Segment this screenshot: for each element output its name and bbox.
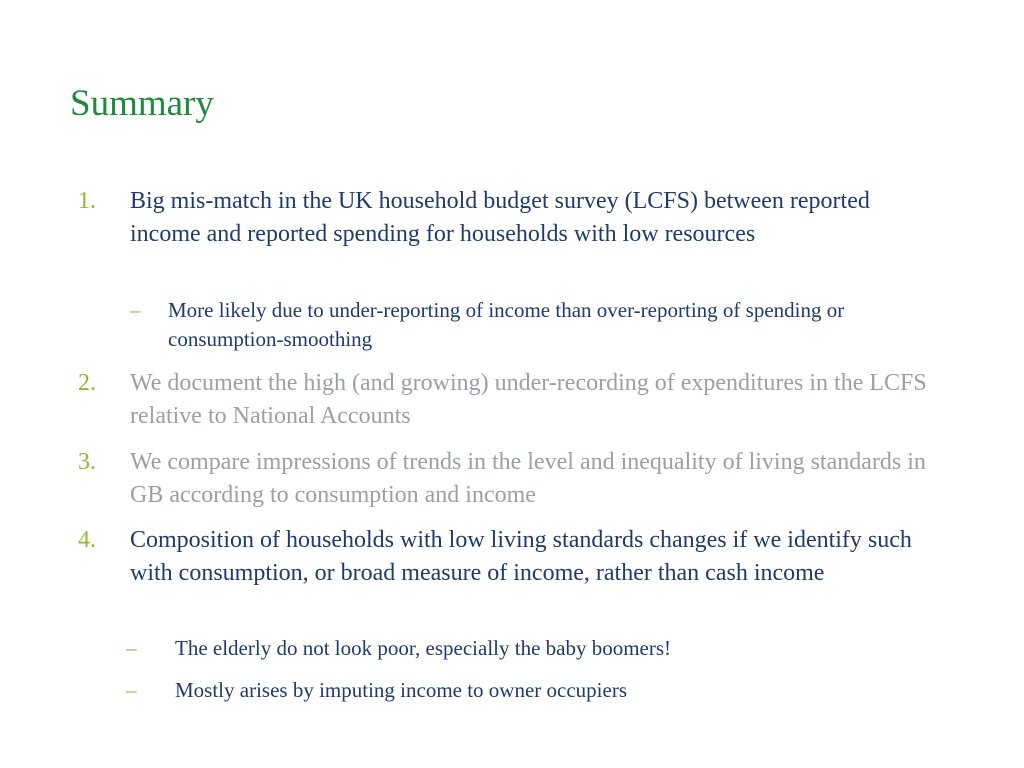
item-text: Composition of households with low living standards changes if we identify such with consumption, or broad measure of income, rather than cash income: [130, 527, 912, 586]
dash-bullet: –: [130, 298, 141, 322]
subpoint-text: The elderly do not look poor, especially the baby boomers!: [175, 636, 672, 660]
slide-title: Summary: [70, 83, 214, 124]
item-number: 4.: [78, 527, 96, 553]
subpoint-text: More likely due to under-reporting of income than over-reporting of spending or consumption-smoothing: [168, 298, 845, 351]
dash-bullet: –: [126, 678, 137, 702]
item-number: 3.: [78, 449, 96, 475]
item-number: 1.: [78, 188, 96, 214]
subpoint-text: Mostly arises by imputing income to owner occupiers: [175, 678, 628, 702]
item-number: 2.: [78, 370, 96, 396]
dash-bullet: –: [126, 636, 137, 660]
item-text: Big mis-match in the UK household budget survey (LCFS) between reported income and reported spending for households with low resources: [130, 188, 870, 247]
item-text: We compare impressions of trends in the level and inequality of living standards in GB according to consumption and income: [130, 449, 926, 508]
item-text: We document the high (and growing) under-recording of expenditures in the LCFS relative to National Accounts: [130, 370, 927, 429]
